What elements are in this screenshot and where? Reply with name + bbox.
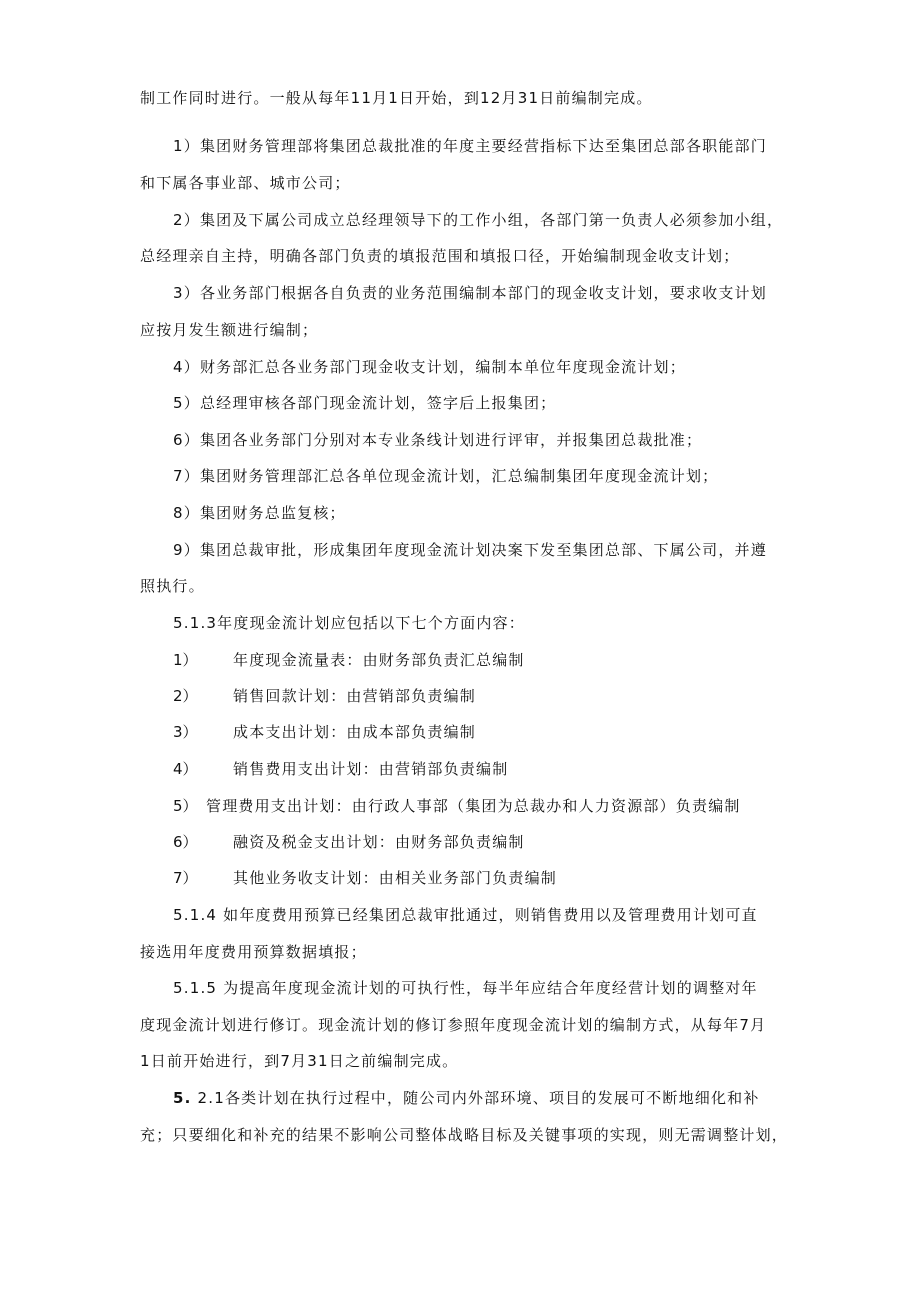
paragraph-line: 5.1.5 为提高年度现金流计划的可执行性，每半年应结合年度经营计划的调整对年 bbox=[173, 979, 758, 997]
paragraph-line: 和下属各事业部、城市公司； bbox=[140, 174, 351, 192]
list-item-number: 5） bbox=[173, 797, 198, 815]
paragraph-line: 照执行。 bbox=[140, 577, 205, 595]
paragraph-line: 度现金流计划进行修订。现金流计划的修订参照年度现金流计划的编制方式，从每年7月 bbox=[140, 1016, 767, 1034]
list-item-number: 6） bbox=[173, 833, 198, 851]
list-item-number: 3） bbox=[173, 723, 198, 741]
paragraph-line: 7）集团财务管理部汇总各单位现金流计划，汇总编制集团年度现金流计划； bbox=[173, 467, 719, 485]
list-item: 年度现金流量表：由财务部负责汇总编制 bbox=[233, 651, 525, 669]
paragraph-line: 6）集团各业务部门分别对本专业条线计划进行评审，并报集团总裁批准； bbox=[173, 431, 703, 449]
list-item-number: 1） bbox=[173, 651, 198, 669]
list-item: 销售费用支出计划：由营销部负责编制 bbox=[233, 760, 509, 778]
section-heading: 5.1.3年度现金流计划应包括以下七个方面内容： bbox=[173, 614, 525, 632]
list-item-number: 4） bbox=[173, 760, 198, 778]
list-item: 成本支出计划：由成本部负责编制 bbox=[233, 723, 477, 741]
paragraph-line: 3）各业务部门根据各自负责的业务范围编制本部门的现金收支计划，要求收支计划 bbox=[173, 284, 767, 302]
paragraph-line: 1日前开始进行，到7月31日之前编制完成。 bbox=[140, 1052, 459, 1070]
paragraph-line: 充；只要细化和补充的结果不影响公司整体战略目标及关键事项的实现，则无需调整计划， bbox=[140, 1126, 789, 1144]
paragraph-line: 总经理亲自主持，明确各部门负责的填报范围和填报口径，开始编制现金收支计划； bbox=[140, 247, 740, 265]
list-item-number: 2） bbox=[173, 687, 198, 705]
list-item: 融资及税金支出计划：由财务部负责编制 bbox=[233, 833, 525, 851]
list-item-number: 7） bbox=[173, 869, 198, 887]
list-item: 其他业务收支计划：由相关业务部门负责编制 bbox=[233, 869, 558, 887]
paragraph-line: 1）集团财务管理部将集团总裁批准的年度主要经营指标下达至集团总部各职能部门 bbox=[173, 137, 767, 155]
paragraph-text: 2.1各类计划在执行过程中，随公司内外部环境、项目的发展可不断地细化和补 bbox=[191, 1089, 760, 1107]
paragraph-line: 接选用年度费用预算数据填报； bbox=[140, 943, 367, 961]
paragraph-line: 9）集团总裁审批，形成集团年度现金流计划决案下发至集团总部、下属公司，并遵 bbox=[173, 541, 767, 559]
section-number: 5. bbox=[173, 1089, 192, 1107]
paragraph-line bbox=[173, 1088, 760, 1108]
list-item: 管理费用支出计划：由行政人事部（集团为总裁办和人力资源部）负责编制 bbox=[206, 797, 741, 815]
paragraph-line: 4）财务部汇总各业务部门现金收支计划，编制本单位年度现金流计划； bbox=[173, 358, 686, 376]
paragraph-line: 制工作同时进行。一般从每年11月1日开始，到12月31日前编制完成。 bbox=[140, 89, 653, 107]
paragraph-line: 5.1.4 如年度费用预算已经集团总裁审批通过，则销售费用以及管理费用计划可直 bbox=[173, 906, 758, 924]
paragraph-line: 5）总经理审核各部门现金流计划，签字后上报集团； bbox=[173, 394, 557, 412]
list-item: 销售回款计划：由营销部负责编制 bbox=[233, 687, 477, 705]
paragraph-line: 2）集团及下属公司成立总经理领导下的工作小组，各部门第一负责人必须参加小组， bbox=[173, 211, 784, 229]
paragraph-line: 应按月发生额进行编制； bbox=[140, 321, 319, 339]
paragraph-line: 8）集团财务总监复核； bbox=[173, 504, 346, 522]
